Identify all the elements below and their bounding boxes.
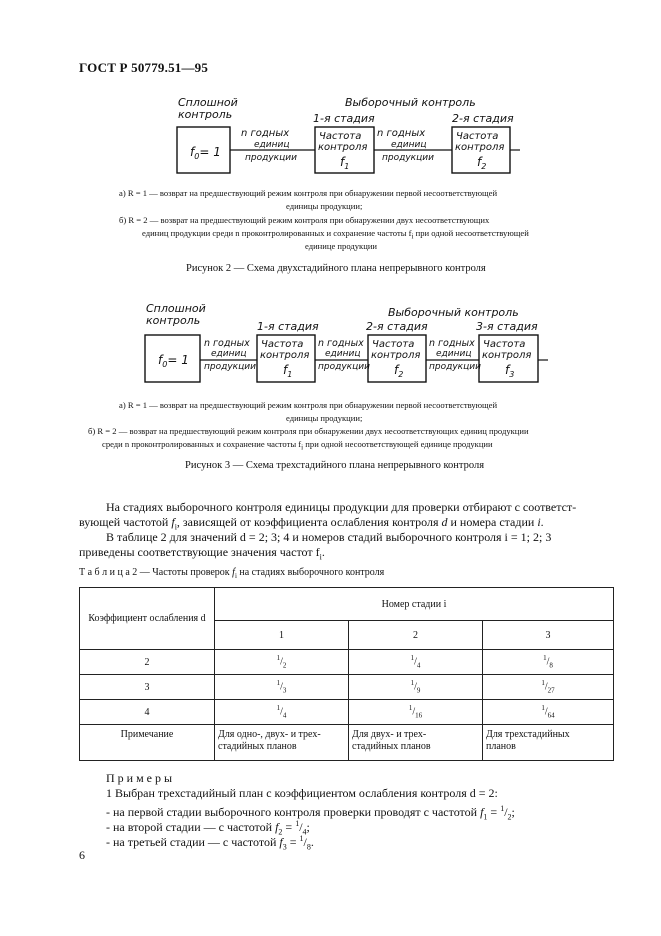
table-row-note [80,725,614,761]
table-cell-d: 3 [80,675,215,700]
fig2-note-a: а) R = 1 — возврат на предшествующий режим контроля при обнаружении первой несоответствующей [119,188,498,198]
fig3-continuous-label-2: контроль [146,314,201,327]
fig2-continuous-label-1: Сплошной [178,96,238,109]
fig3-stage2-label: 2-я стадия [366,320,428,333]
figure-3-caption: Рисунок 3 — Схема трехстадийного плана непрерывного контроля [185,460,485,471]
fig2-stage2-label: 2-я стадия [452,112,514,125]
fig3-box1-label-2: контроля [260,350,310,361]
examples-heading: П р и м е р ы [106,771,173,785]
fig3-sampling-label: Выборочный контроль [388,306,519,319]
table-cell-d: 2 [80,650,215,675]
fig3-note-b2: среди n проконтролированных и сохранение частоты $f_i$ при одной несоответствующей единице продукции [102,439,493,452]
fig2-n-mid-2: единиц [391,140,427,150]
example-1: 1 Выбран трехстадийный план с коэффициентом ослабления контроля d = 2: [106,786,498,800]
table-cell-d: 4 [80,700,215,725]
fig3-stage3-label: 3-я стадия [476,320,538,333]
figure-2-caption: Рисунок 2 — Схема двухстадийного плана непрерывного контроля [186,263,486,274]
table-cell-freq: $^1/_{16}$ [349,700,483,725]
table-cell-freq: $^1/_8$ [483,650,614,675]
fig2-note-b2: единиц продукции среди n проконтролированных и сохранение частоты $f_i$ при одной несоответствующей [142,228,529,241]
fig2-note-a2: единицы продукции; [286,201,363,211]
fig2-box2-f2: $f_2$ [477,155,487,171]
table-row [80,675,614,700]
fig3-box-f0: $f_0= 1$ [158,353,189,369]
fig3-box3-f3: $f_3$ [505,363,515,379]
fig3-n-mid-3: единиц [436,349,472,359]
fig3-n-bot-3: продукции [429,362,481,372]
table-2-title: Т а б л и ц а 2 — Частоты проверок $f_i$ на стадиях выборочного контроля [79,567,385,580]
fig2-n-bot-1: продукции [245,153,297,163]
fig3-n-top-1: n годных [204,338,250,349]
table-note-cell: Для двух- и трех- стадийных планов [349,725,483,761]
table-2 [79,587,614,761]
table-note-cell: Для трехстадийных планов [483,725,614,761]
fig2-box1-f1: $f_1$ [340,155,350,171]
table-cell-freq: $^1/_4$ [215,700,349,725]
table-stage-2: 2 [349,621,483,650]
table-cell-freq: $^1/_{27}$ [483,675,614,700]
fig2-stage1-label: 1-я стадия [313,112,375,125]
fig3-n-mid-2: единиц [325,349,361,359]
example-line-3: - на третьей стадии — с частотой $f_3 = ^1/_8$. [106,834,314,852]
fig2-note-b3: единице продукции [305,241,378,251]
fig3-box3-label-2: контроля [482,350,532,361]
fig2-n-top-1: n годных [241,128,290,139]
fig3-box1-label-1: Частота [261,339,304,350]
fig3-box2-label-1: Частота [372,339,415,350]
fig2-box-f0: $f_0= 1$ [190,145,221,161]
table-note-cell: Для одно-, двух- и трех- стадийных планов [215,725,349,761]
fig3-stage1-label: 1-я стадия [257,320,319,333]
fig3-note-a2: единицы продукции; [286,413,363,423]
figure-3-diagram [0,290,661,400]
fig2-n-top-2: n годных [377,128,426,139]
table-header-d: Коэффициент ослабления d [80,588,215,650]
table-cell-freq: $^1/_3$ [215,675,349,700]
page-number: 6 [79,848,85,862]
table-cell-freq: $^1/_4$ [349,650,483,675]
paragraph-2-line-2: приведены соответствующие значения частот $f_i$. [79,545,325,562]
table-cell-freq: $^1/_9$ [349,675,483,700]
table-cell-freq: $^1/_{64}$ [483,700,614,725]
document-header: ГОСТ Р 50779.51—95 [79,60,209,75]
fig2-box2-label-2: контроля [455,142,505,153]
fig3-note-a: а) R = 1 — возврат на предшествующий режим контроля при обнаружении первой несоответствующей [119,400,498,410]
table-stage-3: 3 [483,621,614,650]
example-line-1: - на первой стадии выборочного контроля проверки проводят с частотой $f_1 = ^1/_2$; [106,804,515,822]
fig2-box1-label-1: Частота [319,131,362,142]
fig2-n-bot-2: продукции [382,153,434,163]
fig2-box1-label-2: контроля [318,142,368,153]
table-note-label: Примечание [80,725,215,761]
fig3-box1-f1: $f_1$ [283,363,293,379]
fig3-n-bot-1: продукции [204,362,256,372]
fig2-n-mid-1: единиц [254,140,290,150]
table-cell-freq: $^1/_2$ [215,650,349,675]
table-stage-1: 1 [215,621,349,650]
paragraph-1-line-2: вующей частотой $f_i$, зависящей от коэффициента ослабления контроля d и номера стадии i. [79,515,544,532]
fig3-n-top-2: n годных [318,338,364,349]
fig3-note-b: б) R = 2 — возврат на предшествующий режим контроля при обнаружении двух несоответствующих единиц продукции [88,426,529,436]
fig3-box2-label-2: контроля [371,350,421,361]
paragraph-2-line-1: В таблице 2 для значений d = 2; 3; 4 и номеров стадий выборочного контроля i = 1; 2; 3 [106,530,552,544]
fig3-box3-label-1: Частота [483,339,526,350]
paragraph-1-line-1: На стадиях выборочного контроля единицы продукции для проверки отбирают с соответст- [106,500,577,514]
table-header-stage: Номер стадии i [215,588,614,621]
fig3-n-bot-2: продукции [318,362,370,372]
fig3-n-top-3: n годных [429,338,475,349]
fig2-note-b: б) R = 2 — возврат на предшествующий режим контроля при обнаружении двух несоответствующих [119,215,490,225]
fig3-box2-f2: $f_2$ [394,363,404,379]
table-row [80,650,614,675]
example-line-2: - на второй стадии — с частотой $f_2 = ^1/_4$; [106,819,310,837]
table-row [80,700,614,725]
fig3-n-mid-1: единиц [211,349,247,359]
fig2-sampling-label: Выборочный контроль [345,96,476,109]
fig3-continuous-label-1: Сплошной [146,302,206,315]
fig2-box2-label-1: Частота [456,131,499,142]
fig2-continuous-label-2: контроль [178,108,233,121]
